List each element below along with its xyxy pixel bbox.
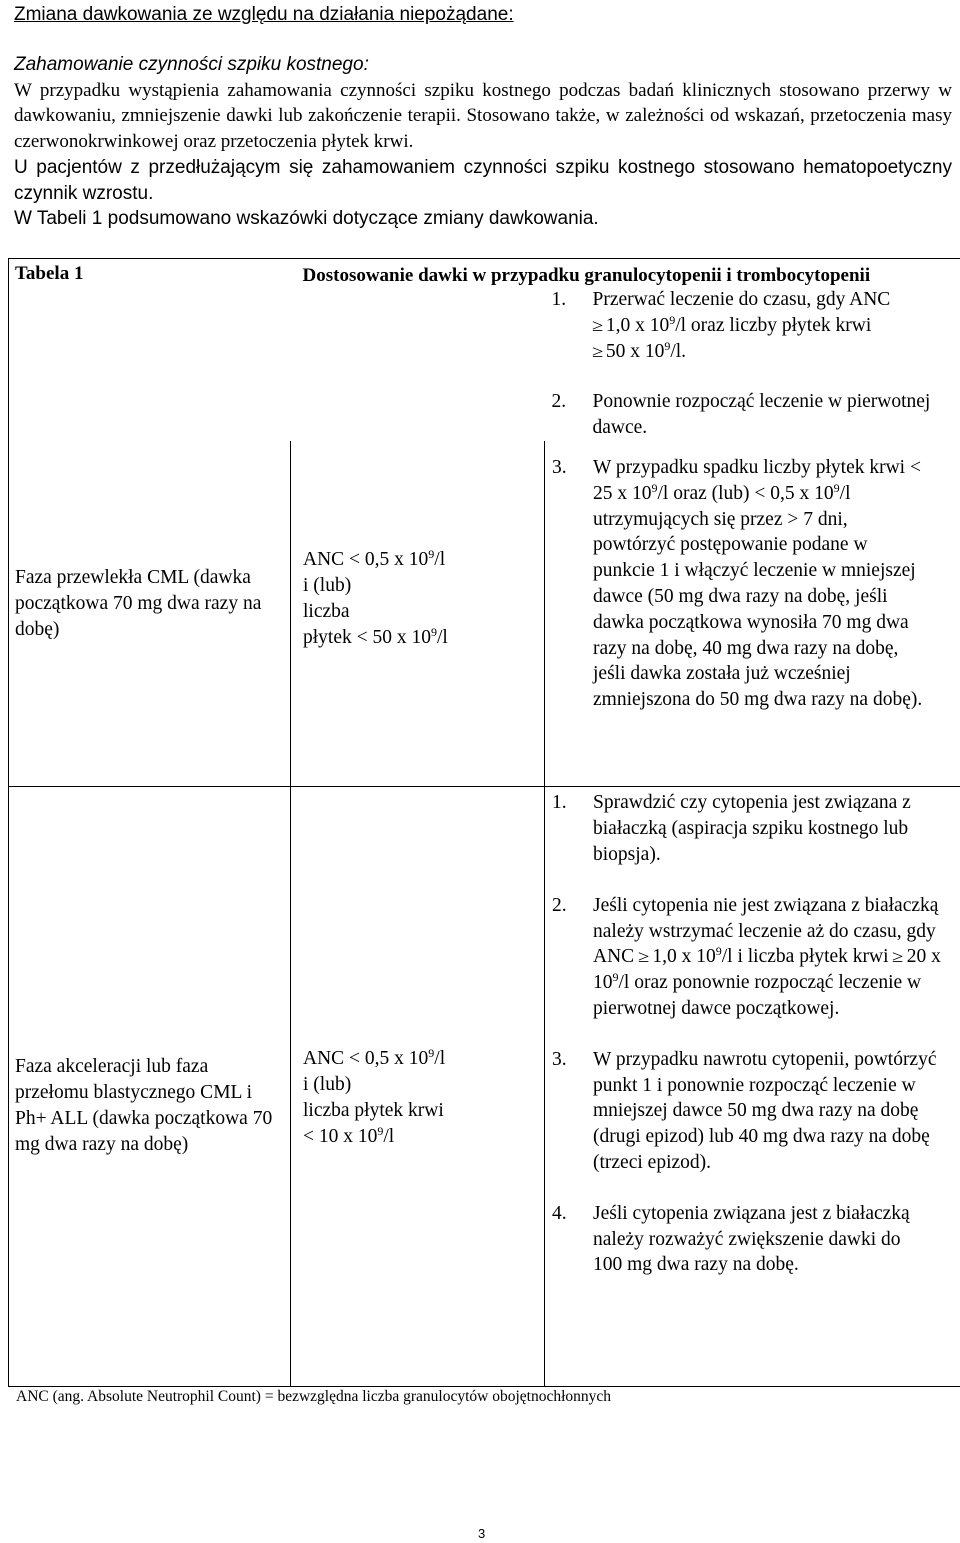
- criteria-cell-chronic: ANC < 0,5 x $10^9/l$ i (lub) liczba płytek < 50 x $10^9/l$: [291, 441, 545, 787]
- greater-or-equal-icon: ≥: [591, 341, 603, 361]
- subheading: Zahamowanie czynności szpiku kostnego:: [14, 54, 369, 75]
- table-row: [9, 441, 960, 787]
- section-heading: Zmiana dawkowania ze względu na działania niepożądane:: [14, 4, 514, 25]
- greater-or-equal-icon: ≥: [892, 947, 904, 967]
- dose-adjustment-table: [8, 258, 960, 1387]
- table-caption-cell: [291, 259, 960, 441]
- criteria-cell-accelerated: ANC < 0,5 x $10^9/l$ i (lub) liczba płytek krwi < 10 x $10^9/l$: [291, 787, 545, 1387]
- step-4-accelerated: 4. Jeśli cytopenia związana jest z białaczką należy rozważyć zwiększenie dawki do 100 mg dwa razy na dobę.: [552, 1202, 910, 1276]
- greater-or-equal-icon: ≥: [591, 315, 603, 335]
- table-caption-row: [9, 259, 960, 441]
- step-2-accelerated: 2. Jeśli cytopenia nie jest związana z białaczką należy wstrzymać leczenie aż do czasu, gdy ANC ≥ 1,0 x $10^9/l$ i liczba płytek krwi ≥ 20 x $10^9/l$ oraz ponownie rozpocząć leczenie w pierwotnej dawce początkowej.: [552, 894, 941, 1020]
- steps-cell-accelerated: [545, 787, 960, 1387]
- intro-paragraph-3: W Tabeli 1 podsumowano wskazówki dotyczące zmiany dawkowania.: [14, 208, 599, 230]
- intro-steps: [545, 287, 960, 441]
- step-3-accelerated: 3. W przypadku nawrotu cytopenii, powtórzyć punkt 1 i ponownie rozpocząć leczenie w mniejszej dawce 50 mg dwa razy na dobę (drugi epizod) lub 40 mg dwa razy na dobę (trzeci epizod).: [552, 1048, 937, 1174]
- intro-paragraph-1: W przypadku wystąpienia zahamowania czynności szpiku kostnego podczas badań klinicznych stosowano przerwy w dawkowaniu, zmniejszenie dawki lub zakończenie terapii. Stosowano także, w zależności od wskazań, przetoczenia masy czerwonokrwinkowej oraz przetoczenia płytek krwi.: [14, 79, 952, 153]
- intro-paragraph-2: U pacjentów z przedłużającym się zahamowaniem czynności szpiku kostnego stosowano hematopoetyczny czynnik wzrostu.: [14, 156, 952, 204]
- greater-or-equal-icon: ≥: [638, 947, 650, 967]
- table-title: Dostosowanie dawki w przypadku granulocytopenii i trombocytopenii: [302, 265, 871, 286]
- intro-step-1: 1. Przerwać leczenie do czasu, gdy ANC ≥ 1,0 x $10^9/l$ oraz liczby płytek krwi ≥ 50 x $10^9/l$.: [545, 287, 960, 364]
- steps-cell-chronic: [545, 441, 960, 787]
- footnote: ANC (ang. Absolute Neutrophil Count) = bezwzględna liczba granulocytów obojętnochłonnych: [16, 1388, 612, 1405]
- intro-step-2: 2. Ponownie rozpocząć leczenie w pierwotnej dawce.: [551, 391, 931, 439]
- step-3-chronic: 3. W przypadku spadku liczby płytek krwi < 25 x $10^9/l$ oraz (lub) < 0,5 x $10^9/l$ utrzymujących się przez > 7 dni, powtórzyć postępowanie podane w punkcie 1 i włączyć leczenie w mniejszej dawce (50 mg dwa razy na dobę, jeśli dawka początkowa wynosiła 70 mg dwa razy na dobę, 40 mg dwa razy na dobę, jeśli dawka została już wcześniej zmniejszona do 50 mg dwa razy na dobę).: [552, 456, 923, 711]
- table-row: [9, 787, 960, 1387]
- page-number: 3: [478, 1526, 486, 1541]
- phase-cell-chronic: Faza przewlekła CML (dawka początkowa 70 mg dwa razy na dobę): [9, 441, 291, 787]
- step-1-accelerated: 1. Sprawdzić czy cytopenia jest związana z białaczką (aspiracja szpiku kostnego lub biopsja).: [552, 792, 911, 866]
- intro-section: [14, 52, 952, 232]
- phase-cell-accelerated: Faza akceleracji lub faza przełomu blastycznego CML i Ph+ ALL (dawka początkowa 70 mg dwa razy na dobę): [9, 787, 291, 1387]
- table-label: Tabela 1: [9, 259, 291, 441]
